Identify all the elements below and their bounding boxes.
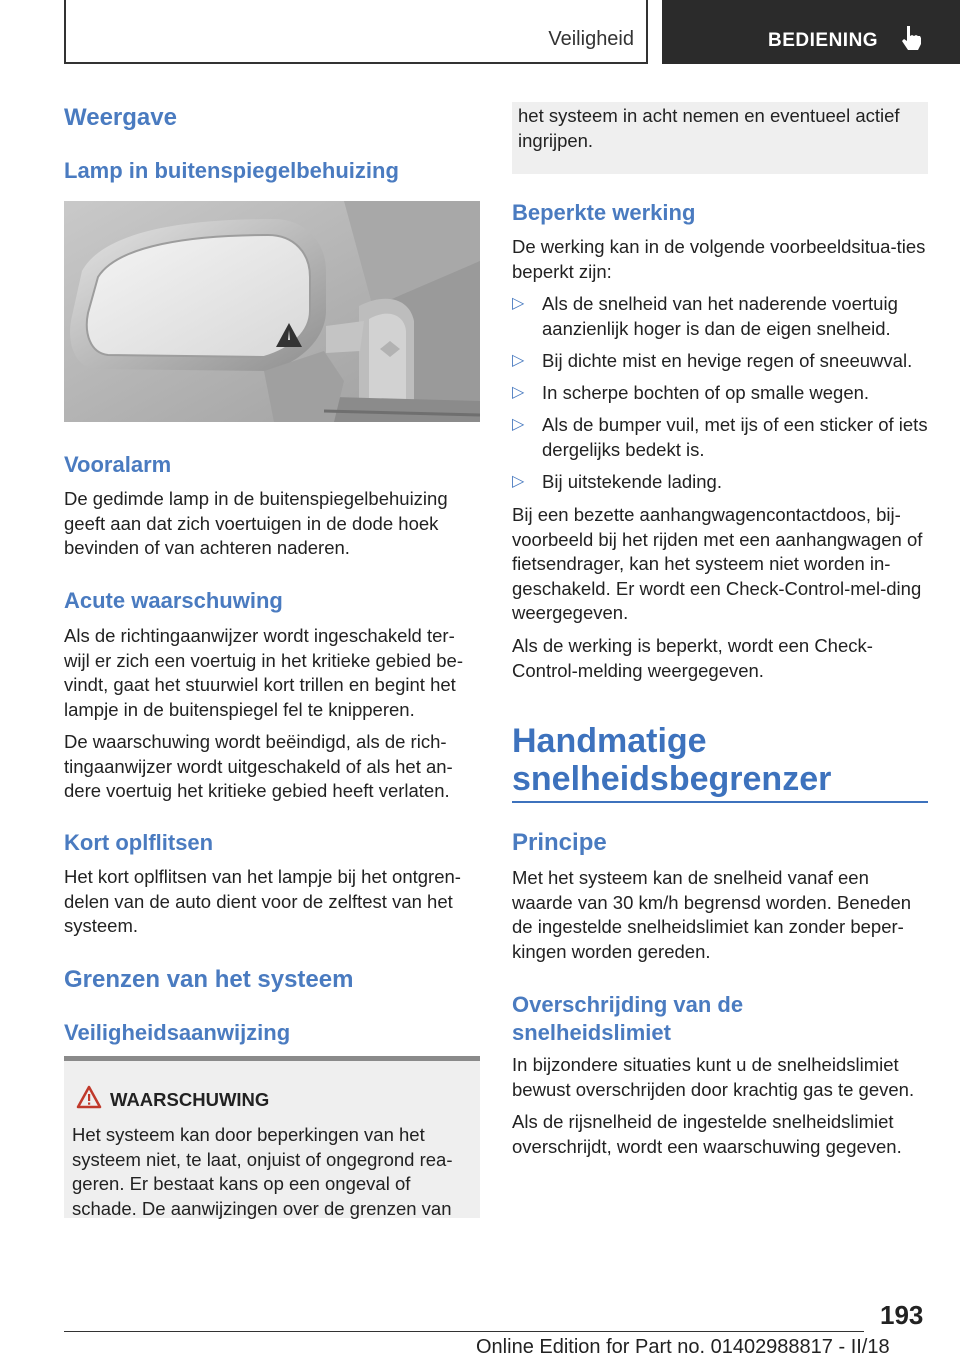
warning-box xyxy=(64,1056,480,1218)
bullet-triangle-icon: ▷ xyxy=(512,295,525,312)
warning-triangle-icon xyxy=(76,1085,102,1109)
heading-veiligheidsaanwijzing: Veiligheidsaanwijzing xyxy=(64,1020,291,1045)
paragraph-vooralarm: De gedimde lamp in de buitenspiegelbehuizing geeft aan dat zich voertuigen in de dode hoek bevinden of van achteren naderen. xyxy=(64,488,448,558)
heading-overschrijding-2: snelheidslimiet xyxy=(512,1020,671,1045)
paragraph-overschrijding-1: In bijzondere situaties kunt u de snelheidslimiet bewust overschrijden door krachtig gas te geven. xyxy=(512,1054,915,1100)
heading-principe: Principe xyxy=(512,829,607,856)
footer-rule xyxy=(64,1331,864,1332)
paragraph-acute-1: Als de richtingaanwijzer wordt ingeschakeld ter-wijl er zich een voertuig in het kritieke gebied be-vindt, gaat het stuurwiel kort trillen en begint het lampje in de buitenspiegel fel te knipperen. xyxy=(64,625,463,720)
paragraph-beperkte: De werking kan in de volgende voorbeeldsitua-ties beperkt zijn: xyxy=(512,236,926,282)
bullet-triangle-icon: ▷ xyxy=(512,384,525,401)
heading-vooralarm: Vooralarm xyxy=(64,452,172,477)
bullet-triangle-icon: ▷ xyxy=(512,473,525,490)
warning-continued-text: het systeem in acht nemen en eventueel actief ingrijpen. xyxy=(518,105,900,151)
warning-text: Het systeem kan door beperkingen van het systeem niet, te laat, onjuist of ongegrond rea-geren. Er bestaat kans op een ongeval of schade. De aanwijzingen over de grenzen van xyxy=(72,1124,453,1219)
bullet-triangle-icon: ▷ xyxy=(512,352,525,369)
heading-lamp: Lamp in buitenspiegelbehuizing xyxy=(64,158,399,183)
mirror-illustration xyxy=(64,201,480,422)
header-section-title: Veiligheid xyxy=(548,28,634,50)
heading-beperkte-werking: Beperkte werking xyxy=(512,200,696,225)
heading-overschrijding-1: Overschrijding van de xyxy=(512,992,744,1017)
footer-edition: Online Edition for Part no. 01402988817 - II/18 xyxy=(476,1336,890,1358)
paragraph-aanhangwagen: Bij een bezette aanhangwagencontactdoos, bij-voorbeeld bij het rijden met een aanhangwagen of fietsendrager, kan het systeem niet worden in-geschakeld. Er wordt een Check-Control-mel-ding weergegeven. xyxy=(512,504,923,623)
paragraph-beperkt: Als de werking is beperkt, wordt een Check-Control-melding weergegeven. xyxy=(512,635,873,681)
header-chapter-title: BEDIENING xyxy=(768,30,879,51)
heading-handmatige-1: Handmatige xyxy=(512,722,707,760)
pointing-hand-icon xyxy=(898,24,924,52)
section-rule xyxy=(512,801,928,803)
paragraph-principe: Met het systeem kan de snelheid vanaf een waarde van 30 km/h begrensd worden. Beneden de ingestelde snelheidslimiet kan zonder beper-kingen worden gereden. xyxy=(512,867,912,962)
paragraph-kort: Het kort oplflitsen van het lampje bij het ontgren-delen van de auto dient voor de zelftest van het systeem. xyxy=(64,866,461,936)
heading-weergave: Weergave xyxy=(64,104,177,131)
warning-continued-box xyxy=(512,102,928,174)
heading-handmatige-2: snelheidsbegrenzer xyxy=(512,760,832,798)
warning-title: WAARSCHUWING xyxy=(110,1089,270,1110)
heading-acute-waarschuwing: Acute waarschuwing xyxy=(64,588,283,613)
bullet-triangle-icon: ▷ xyxy=(512,416,525,433)
heading-grenzen: Grenzen van het systeem xyxy=(64,966,354,993)
heading-kort-oplflitsen: Kort oplflitsen xyxy=(64,830,214,855)
paragraph-acute-2: De waarschuwing wordt beëindigd, als de rich-tingaanwijzer wordt uitgeschakeld of als het an-dere voertuig het kritieke gebied heeft verlaten. xyxy=(64,731,453,801)
side-mirror-image xyxy=(64,201,480,422)
paragraph-overschrijding-2: Als de rijsnelheid de ingestelde snelheidslimiet overschrijdt, wordt een waarschuwing gegeven. xyxy=(512,1111,902,1157)
header-chapter-tab xyxy=(662,0,960,64)
page-number: 193 xyxy=(880,1300,924,1330)
